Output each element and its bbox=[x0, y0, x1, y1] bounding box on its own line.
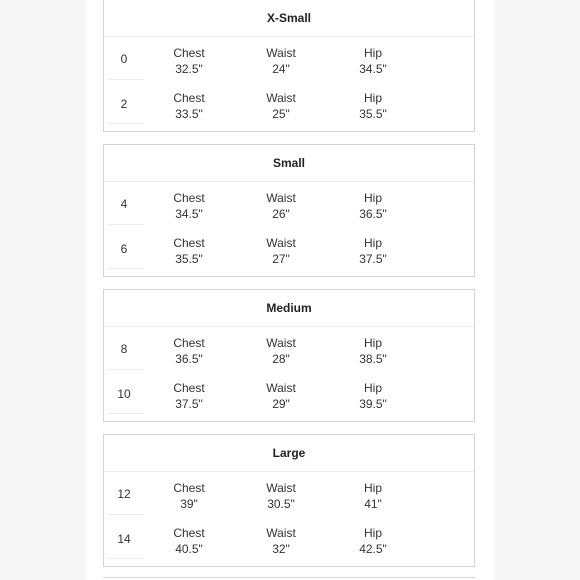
hip-measure bbox=[333, 380, 413, 412]
cell-divider bbox=[108, 123, 144, 124]
waist-measure bbox=[241, 190, 321, 222]
size-number: 10 bbox=[117, 386, 131, 401]
cell-divider bbox=[108, 413, 144, 414]
waist-label: Waist bbox=[266, 380, 296, 395]
size-number: 12 bbox=[117, 487, 131, 502]
chest-measure bbox=[149, 335, 229, 367]
size-group-large bbox=[103, 434, 475, 567]
waist-value: 26" bbox=[272, 207, 290, 221]
chest-measure bbox=[149, 90, 229, 122]
hip-label: Hip bbox=[363, 481, 382, 495]
size-number: 8 bbox=[120, 342, 128, 357]
size-group-title: X-Small bbox=[104, 0, 474, 37]
waist-value: 30.5" bbox=[267, 497, 295, 511]
table-row bbox=[104, 372, 474, 417]
table-row bbox=[104, 37, 474, 82]
size-number: 14 bbox=[117, 531, 131, 546]
size-chart-page bbox=[86, 0, 494, 580]
waist-label: Waist bbox=[266, 336, 296, 350]
chest-measure bbox=[149, 525, 229, 557]
chest-measure bbox=[149, 235, 229, 267]
hip-label: Hip bbox=[363, 191, 382, 205]
chest-measure bbox=[149, 45, 229, 77]
chest-measure bbox=[149, 380, 229, 412]
size-group-title: Medium bbox=[104, 290, 474, 327]
size-group-small bbox=[103, 144, 475, 277]
table-row bbox=[104, 82, 474, 127]
hip-value: 42.5" bbox=[359, 541, 387, 556]
table-row bbox=[104, 182, 474, 227]
chest-value: 39" bbox=[180, 497, 198, 511]
chest-value: 33.5" bbox=[175, 106, 203, 121]
chest-value: 35.5" bbox=[175, 251, 203, 266]
table-row bbox=[104, 517, 474, 562]
cell-divider bbox=[108, 369, 144, 370]
hip-label: Hip bbox=[363, 380, 382, 395]
size-number: 4 bbox=[120, 197, 128, 212]
chest-value: 37.5" bbox=[175, 396, 203, 411]
chest-value: 36.5" bbox=[175, 352, 203, 366]
chest-label: Chest bbox=[173, 235, 205, 250]
size-number: 2 bbox=[120, 96, 128, 111]
waist-measure bbox=[241, 235, 321, 267]
chest-value: 40.5" bbox=[175, 541, 203, 556]
hip-label: Hip bbox=[363, 90, 382, 105]
hip-measure bbox=[333, 90, 413, 122]
waist-measure bbox=[241, 45, 321, 77]
waist-label: Waist bbox=[266, 46, 296, 60]
hip-value: 36.5" bbox=[359, 207, 387, 221]
table-row bbox=[104, 327, 474, 372]
hip-value: 39.5" bbox=[359, 396, 387, 411]
hip-measure bbox=[333, 525, 413, 557]
size-group-title: Large bbox=[104, 435, 474, 472]
chest-label: Chest bbox=[173, 481, 205, 495]
hip-label: Hip bbox=[363, 336, 382, 350]
size-group-x-small bbox=[103, 0, 475, 132]
waist-measure bbox=[241, 525, 321, 557]
chest-value: 32.5" bbox=[175, 62, 203, 76]
chest-label: Chest bbox=[173, 191, 205, 205]
waist-measure bbox=[241, 90, 321, 122]
waist-label: Waist bbox=[266, 90, 296, 105]
table-row bbox=[104, 227, 474, 272]
chest-label: Chest bbox=[173, 46, 205, 60]
cell-divider bbox=[108, 224, 144, 225]
waist-value: 24" bbox=[272, 62, 290, 76]
hip-value: 41" bbox=[364, 497, 382, 511]
size-number: 6 bbox=[120, 241, 128, 256]
hip-measure bbox=[333, 190, 413, 222]
size-number: 0 bbox=[120, 52, 128, 67]
waist-value: 32" bbox=[272, 541, 290, 556]
waist-measure bbox=[241, 480, 321, 512]
waist-label: Waist bbox=[266, 235, 296, 250]
waist-measure bbox=[241, 335, 321, 367]
cell-divider bbox=[108, 558, 144, 559]
chest-value: 34.5" bbox=[175, 207, 203, 221]
waist-label: Waist bbox=[266, 525, 296, 540]
chest-label: Chest bbox=[173, 380, 205, 395]
chest-label: Chest bbox=[173, 90, 205, 105]
chest-label: Chest bbox=[173, 336, 205, 350]
waist-measure bbox=[241, 380, 321, 412]
hip-label: Hip bbox=[363, 525, 382, 540]
hip-value: 35.5" bbox=[359, 106, 387, 121]
table-row bbox=[104, 472, 474, 517]
hip-label: Hip bbox=[363, 235, 382, 250]
size-group-title: Small bbox=[104, 145, 474, 182]
hip-measure bbox=[333, 45, 413, 77]
hip-measure bbox=[333, 480, 413, 512]
chest-label: Chest bbox=[173, 525, 205, 540]
cell-divider bbox=[108, 79, 144, 80]
waist-value: 28" bbox=[272, 352, 290, 366]
size-group-medium bbox=[103, 289, 475, 422]
waist-value: 29" bbox=[272, 396, 290, 411]
hip-value: 38.5" bbox=[359, 352, 387, 366]
waist-value: 25" bbox=[272, 106, 290, 121]
waist-label: Waist bbox=[266, 191, 296, 205]
hip-value: 34.5" bbox=[359, 62, 387, 76]
hip-measure bbox=[333, 235, 413, 267]
chest-measure bbox=[149, 480, 229, 512]
next-card-edge bbox=[103, 577, 475, 578]
hip-measure bbox=[333, 335, 413, 367]
hip-label: Hip bbox=[363, 46, 382, 60]
cell-divider bbox=[108, 268, 144, 269]
cell-divider bbox=[108, 514, 144, 515]
waist-label: Waist bbox=[266, 481, 296, 495]
waist-value: 27" bbox=[272, 251, 290, 266]
hip-value: 37.5" bbox=[359, 251, 387, 266]
chest-measure bbox=[149, 190, 229, 222]
